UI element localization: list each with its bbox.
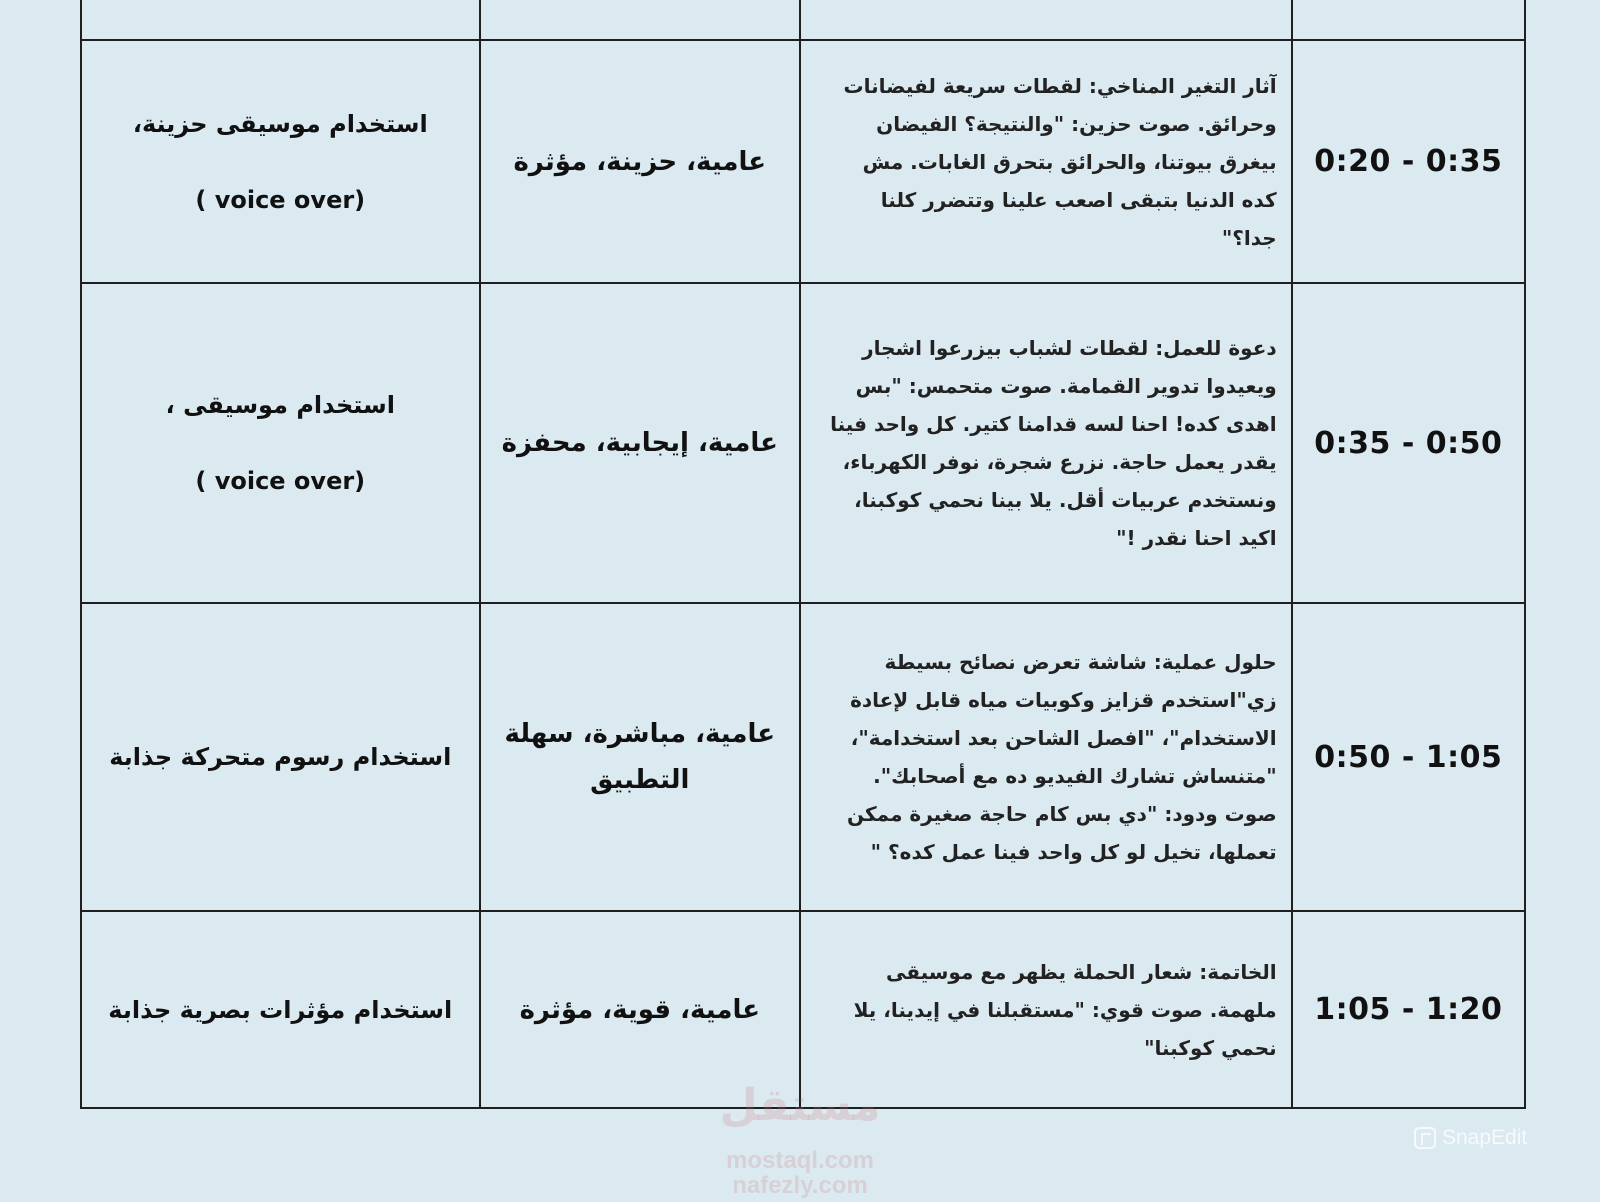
description-cell: دعوة للعمل: لقطات لشباب بيزرعوا اشجار ويعيدوا تدوير القمامة. صوت متحمس: "بس اهدى كده! احنا لسه قدامنا كتير. كل واحد فينا يقدر يعمل حاجة. نزرع شجرة، نوفر الكهرباء، ونستخدم عربيات أقل. يلا بينا نحمي كوكبنا، اكيد احنا نقدر !": [800, 283, 1292, 603]
notes-text: استخدام موسيقى ،: [165, 391, 395, 419]
notes-cell: [81, 0, 480, 40]
tone-cell: عامية، إيجابية، محفزة: [480, 283, 800, 603]
table-row: [81, 283, 1525, 603]
table-row: [81, 603, 1525, 911]
notes-cell: [81, 603, 480, 911]
time-cell: 0:50 - 1:05: [1292, 603, 1525, 911]
time-cell: 1:05 - 1:20: [1292, 911, 1525, 1108]
time-cell: [1292, 0, 1525, 40]
tone-cell: عامية، قوية، مؤثرة: [480, 911, 800, 1108]
mostaql-watermark-logo: مستقل: [719, 1080, 881, 1131]
tone-cell: عامية، حزينة، مؤثرة: [480, 40, 800, 283]
notes-text: استخدام رسوم متحركة جذابة: [109, 743, 452, 771]
voice-over-label: ( voice over): [195, 467, 366, 495]
tone-cell: عامية، مباشرة، سهلة التطبيق: [480, 603, 800, 911]
snapedit-label: SnapEdit: [1442, 1126, 1528, 1149]
mostaql-watermark-url: mostaql.com: [725, 1147, 875, 1174]
description-cell: الخاتمة: شعار الحملة يظهر مع موسيقى ملهمة. صوت قوي: "مستقبلنا في إيدينا، يلا نحمي كوكبنا": [800, 911, 1292, 1108]
notes-text: استخدام موسيقى حزينة،: [132, 109, 428, 138]
notes-text: استخدام مؤثرات بصرية جذابة: [108, 995, 453, 1024]
voice-over-label: ( voice over): [195, 185, 366, 214]
tone-cell: [480, 0, 800, 40]
table-row: [81, 911, 1525, 1108]
time-cell: 0:35 - 0:50: [1292, 283, 1525, 603]
notes-cell: [81, 40, 480, 283]
snapedit-watermark: [1414, 1126, 1527, 1150]
nafezly-watermark-url: nafezly.com: [732, 1172, 868, 1199]
notes-cell: [81, 283, 480, 603]
table-row: [81, 40, 1525, 283]
description-cell: [800, 0, 1292, 40]
description-cell: آثار التغير المناخي: لقطات سريعة لفيضانات وحرائق. صوت حزين: "والنتيجة؟ الفيضان بيغرق بيوتنا، والحرائق بتحرق الغابات. مش كده الدنيا بتبقى اصعب علينا وتتضرر كلنا جدا؟": [800, 40, 1292, 283]
table-row: [81, 0, 1525, 40]
time-cell: 0:20 - 0:35: [1292, 40, 1525, 283]
script-table: [80, 0, 1526, 1109]
snapedit-icon: [1414, 1127, 1436, 1149]
description-cell: حلول عملية: شاشة تعرض نصائح بسيطة زي"استخدم قزايز وكوبيات مياه قابل لإعادة الاستخدام"، "افصل الشاحن بعد استخدامة"، "متنساش تشارك الفيديو ده مع أصحابك". صوت ودود: "دي بس كام حاجة صغيرة ممكن تعملها، تخيل لو كل واحد فينا عمل كده؟ ": [800, 603, 1292, 911]
notes-cell: [81, 911, 480, 1108]
